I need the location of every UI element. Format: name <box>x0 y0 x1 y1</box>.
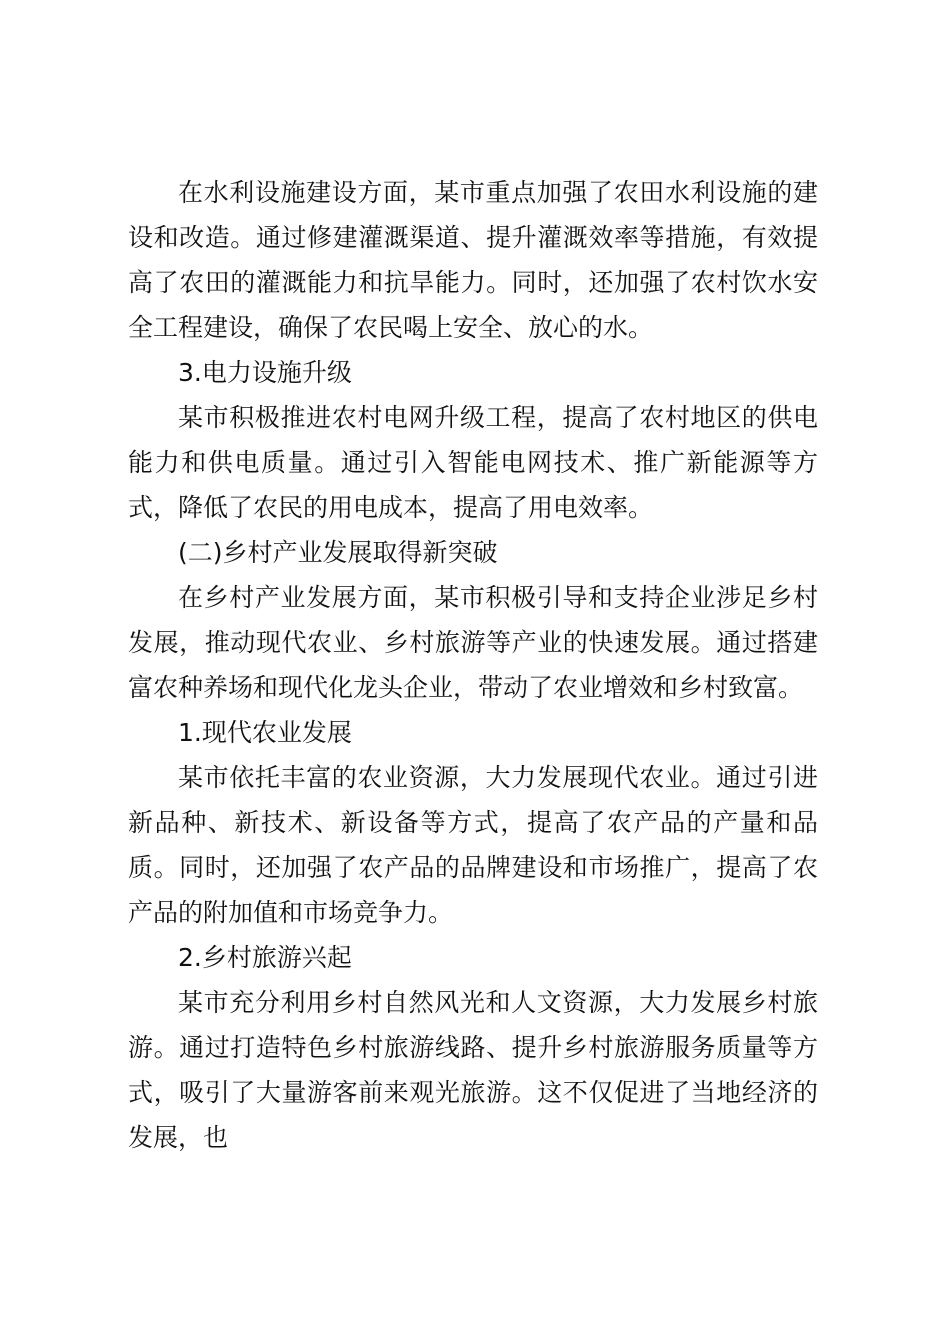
heading-power-upgrade: 3.电力设施升级 <box>178 358 352 387</box>
paragraph-modern-agriculture: 某市依托丰富的农业资源，大力发展现代农业。通过引进新品种、新技术、新设备等方式，提高了农产品的产量和品质。同时，还加强了农产品的品牌建设和市场推广，提高了农产品的附加值和市场竞争力。 <box>128 763 818 927</box>
paragraph-water-facilities: 在水利设施建设方面，某市重点加强了农田水利设施的建设和改造。通过修建灌溉渠道、提升灌溉效率等措施，有效提高了农田的灌溉能力和抗旱能力。同时，还加强了农村饮水安全工程建设，确保了农民喝上安全、放心的水。 <box>128 178 818 342</box>
heading-modern-agriculture: 1.现代农业发展 <box>178 718 352 747</box>
heading-rural-tourism: 2.乡村旅游兴起 <box>178 943 352 972</box>
paragraph-power-upgrade: 某市积极推进农村电网升级工程，提高了农村地区的供电能力和供电质量。通过引入智能电网技术、推广新能源等方式，降低了农民的用电成本，提高了用电效率。 <box>128 403 818 522</box>
paragraph-rural-tourism: 某市充分利用乡村自然风光和人文资源，大力发展乡村旅游。通过打造特色乡村旅游线路、提升乡村旅游服务质量等方式，吸引了大量游客前来观光旅游。这不仅促进了当地经济的发展，也 <box>128 988 818 1152</box>
paragraph-rural-industry: 在乡村产业发展方面，某市积极引导和支持企业涉足乡村发展，推动现代农业、乡村旅游等产业的快速发展。通过搭建富农种养场和现代化龙头企业，带动了农业增效和乡村致富。 <box>128 583 818 702</box>
heading-rural-industry: (二)乡村产业发展取得新突破 <box>178 538 498 567</box>
document-body <box>128 170 818 1160</box>
